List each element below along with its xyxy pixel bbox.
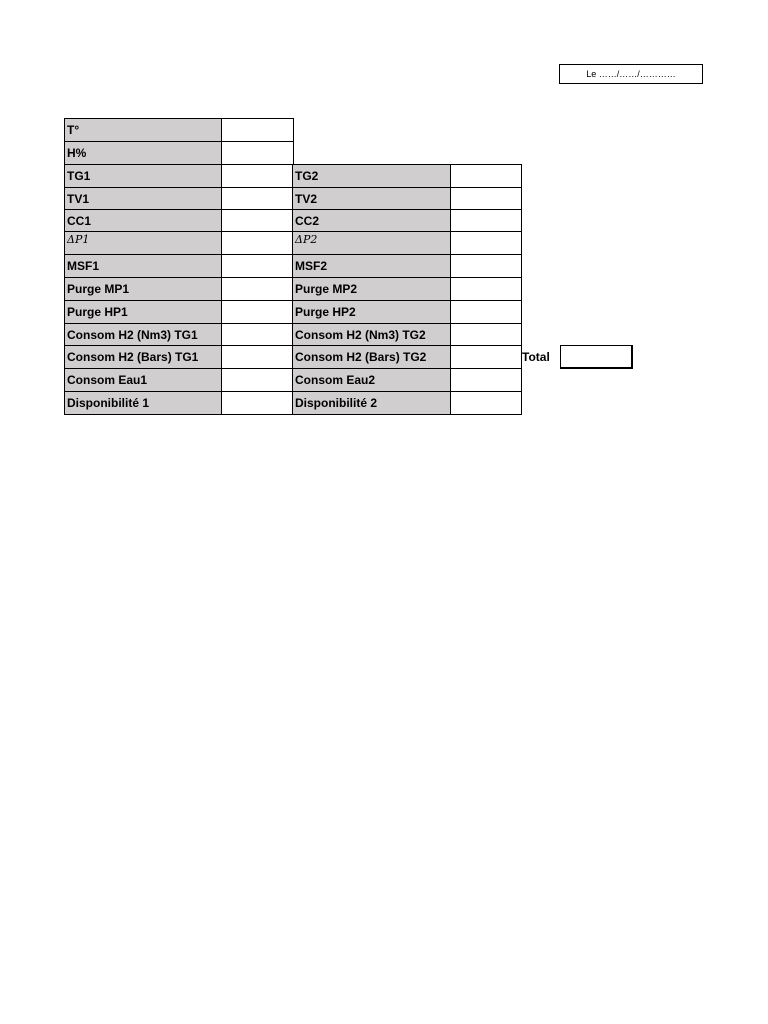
label-delta-p1: ΔP1 <box>64 231 223 255</box>
label-consom-eau2: Consom Eau2 <box>292 368 452 392</box>
label-consom-eau1: Consom Eau1 <box>64 368 223 392</box>
label-consom-h2-bars-tg2: Consom H2 (Bars) TG2 <box>292 345 452 369</box>
input-consom-h2-bars-tg1[interactable] <box>221 345 294 369</box>
input-purge-mp1[interactable] <box>221 277 294 301</box>
input-tg2[interactable] <box>450 164 522 188</box>
input-humidity[interactable] <box>221 141 294 165</box>
label-humidity: H% <box>64 141 223 165</box>
input-consom-h2-nm3-tg2[interactable] <box>450 323 522 347</box>
label-tg2: TG2 <box>292 164 452 188</box>
input-cc2[interactable] <box>450 209 522 233</box>
label-tg1: TG1 <box>64 164 223 188</box>
input-msf1[interactable] <box>221 254 294 278</box>
input-msf2[interactable] <box>450 254 522 278</box>
input-tv1[interactable] <box>221 187 294 211</box>
label-msf1: MSF1 <box>64 254 223 278</box>
input-cc1[interactable] <box>221 209 294 233</box>
label-purge-hp2: Purge HP2 <box>292 300 452 324</box>
label-disponibilite-2: Disponibilité 2 <box>292 391 452 415</box>
label-cc1: CC1 <box>64 209 223 233</box>
input-consom-eau2[interactable] <box>450 368 522 392</box>
date-field[interactable]: Le ……/……/………… <box>559 64 703 84</box>
label-tv2: TV2 <box>292 187 452 211</box>
input-disponibilite-1[interactable] <box>221 391 294 415</box>
input-purge-hp1[interactable] <box>221 300 294 324</box>
label-consom-h2-nm3-tg2: Consom H2 (Nm3) TG2 <box>292 323 452 347</box>
input-temperature[interactable] <box>221 118 294 142</box>
input-purge-hp2[interactable] <box>450 300 522 324</box>
input-delta-p2[interactable] <box>450 231 522 255</box>
label-total: Total <box>522 350 550 364</box>
label-purge-mp1: Purge MP1 <box>64 277 223 301</box>
input-purge-mp2[interactable] <box>450 277 522 301</box>
label-consom-h2-bars-tg1: Consom H2 (Bars) TG1 <box>64 345 223 369</box>
label-tv1: TV1 <box>64 187 223 211</box>
input-total[interactable] <box>560 345 633 369</box>
input-tv2[interactable] <box>450 187 522 211</box>
input-tg1[interactable] <box>221 164 294 188</box>
input-consom-h2-bars-tg2[interactable] <box>450 345 522 369</box>
label-delta-p2: ΔP2 <box>292 231 452 255</box>
label-purge-hp1: Purge HP1 <box>64 300 223 324</box>
label-consom-h2-nm3-tg1: Consom H2 (Nm3) TG1 <box>64 323 223 347</box>
label-disponibilite-1: Disponibilité 1 <box>64 391 223 415</box>
label-msf2: MSF2 <box>292 254 452 278</box>
label-purge-mp2: Purge MP2 <box>292 277 452 301</box>
input-consom-h2-nm3-tg1[interactable] <box>221 323 294 347</box>
input-disponibilite-2[interactable] <box>450 391 522 415</box>
label-cc2: CC2 <box>292 209 452 233</box>
input-delta-p1[interactable] <box>221 231 294 255</box>
input-consom-eau1[interactable] <box>221 368 294 392</box>
label-temperature: T° <box>64 118 223 142</box>
